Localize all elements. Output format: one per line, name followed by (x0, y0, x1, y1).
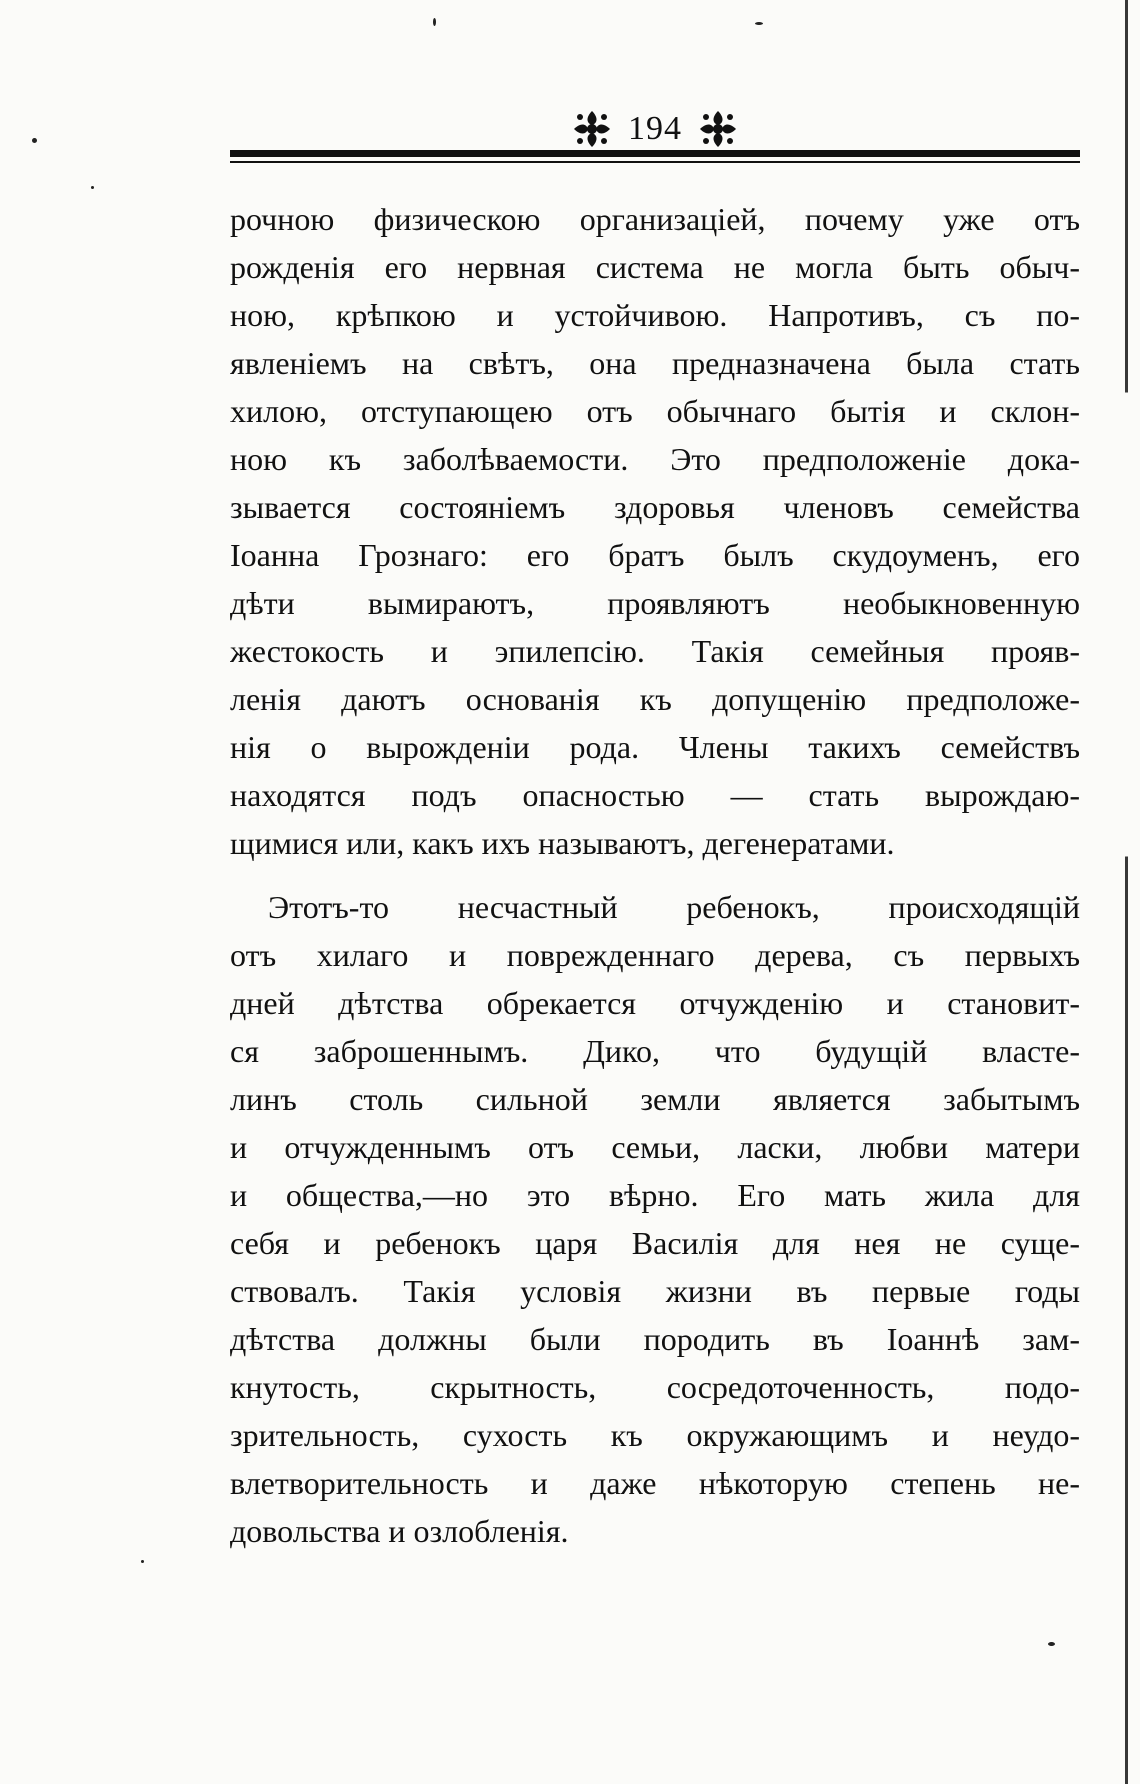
text-line: себя и ребенокъ царя Василія для нея не суще- (230, 1225, 1080, 1261)
text-line: дѣтства должны были породить въ Іоаннѣ зам- (230, 1321, 1080, 1357)
text-line: ся заброшеннымъ. Дико, что будущій власте- (230, 1033, 1080, 1069)
text-line: ною къ заболѣваемости. Это предположеніе дока- (230, 441, 1080, 477)
paragraph-2 (230, 883, 1080, 1555)
text-line: отъ хилаго и поврежденнаго дерева, съ первыхъ (230, 937, 1080, 973)
text-line: дѣти вымираютъ, проявляютъ необыкновенную (230, 585, 1080, 621)
text-line: хилою, отступающею отъ обычнаго бытія и склон- (230, 393, 1080, 429)
header-rule-thick (230, 150, 1080, 157)
fleuron-icon (570, 107, 614, 151)
page-edge-mark (1125, 0, 1128, 1784)
text-line: кнутость, скрытность, сосредоточенность, подо- (230, 1369, 1080, 1405)
text-line: зывается состояніемъ здоровья членовъ семейства (230, 489, 1080, 525)
text-line: довольства и озлобленія. (230, 1513, 569, 1549)
text-line: Этотъ-то несчастный ребенокъ, происходящій (268, 889, 1080, 925)
text-line: находятся подъ опасностью — стать вырождаю- (230, 777, 1080, 813)
paper-speck (433, 18, 436, 26)
paper-speck (755, 22, 763, 25)
text-line: ствовалъ. Такія условія жизни въ первые годы (230, 1273, 1080, 1309)
text-line: жестокость и эпилепсію. Такія семейныя прояв- (230, 633, 1080, 669)
text-line: и общества,—но это вѣрно. Его мать жила для (230, 1177, 1080, 1213)
text-line: ленія даютъ основанія къ допущенію предположе- (230, 681, 1080, 717)
paper-speck (1048, 1642, 1055, 1646)
text-line: линъ столь сильной земли является забытымъ (230, 1081, 1080, 1117)
paper-speck (32, 138, 37, 143)
text-line: Іоанна Грознаго: его братъ былъ скудоуменъ, его (230, 537, 1080, 573)
header-rule-thin (230, 161, 1080, 163)
text-line: явленіемъ на свѣтъ, она предназначена была стать (230, 345, 1080, 381)
text-line: дней дѣтства обрекается отчужденію и становит- (230, 985, 1080, 1021)
text-line: и отчужденнымъ отъ семьи, ласки, любви матери (230, 1129, 1080, 1165)
page-number: 194 (628, 110, 682, 147)
text-line: щимися или, какъ ихъ называютъ, дегенератами. (230, 825, 895, 861)
paper-speck (91, 186, 94, 189)
text-line: зрительность, сухость къ окружающимъ и неудо- (230, 1417, 1080, 1453)
paper-speck (141, 1560, 144, 1563)
paragraph-1 (230, 195, 1080, 867)
text-line: влетворительность и даже нѣкоторую степень не- (230, 1465, 1080, 1501)
text-line: рожденія его нервная система не могла быть обыч- (230, 249, 1080, 285)
paragraph-gap (230, 867, 1080, 883)
fleuron-icon (696, 107, 740, 151)
text-line: нія о вырожденіи рода. Члены такихъ семействъ (230, 729, 1080, 765)
main-text (230, 195, 1080, 1555)
text-line: рочною физическою организаціей, почему уже отъ (230, 201, 1080, 237)
text-line: ною, крѣпкою и устойчивою. Напротивъ, съ по- (230, 297, 1080, 333)
